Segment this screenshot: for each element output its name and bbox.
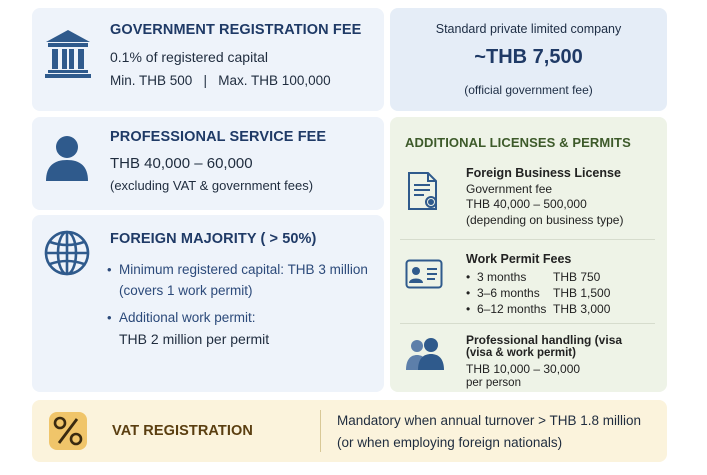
vat-line2: (or when employing foreign nationals)	[337, 435, 563, 450]
handling-subtitle: (visa & work permit)	[466, 347, 576, 359]
foreign-majority-title: FOREIGN MAJORITY ( > 50%)	[110, 231, 317, 247]
work-permit-row: •	[466, 286, 471, 300]
work-permit-fee: THB 1,500	[553, 286, 611, 300]
work-permit-row: •	[466, 270, 471, 284]
fbl-line3: (depending on business type)	[466, 213, 624, 227]
vat-title: VAT REGISTRATION	[112, 423, 253, 439]
gov-fee-title: GOVERNMENT REGISTRATION FEE	[110, 22, 362, 38]
handling-title: Professional handling (visa	[466, 333, 623, 347]
handling-amount: THB 10,000 – 30,000	[466, 362, 581, 376]
bullet-dot: •	[107, 310, 112, 325]
work-permit-period: 3 months	[477, 270, 527, 284]
foreign-capital-line2: (covers 1 work permit)	[119, 283, 253, 298]
foreign-permit-line1: Additional work permit:	[119, 310, 256, 325]
government-building-icon	[44, 28, 92, 83]
globe-icon	[43, 229, 91, 282]
standard-company-amount: ~THB 7,500	[474, 46, 583, 68]
bullet-dot: •	[107, 262, 112, 277]
work-permit-fee: THB 750	[553, 270, 601, 284]
id-card-icon	[405, 259, 443, 294]
percent-icon	[48, 411, 88, 456]
fbl-line2: THB 40,000 – 500,000	[466, 197, 587, 211]
fbl-title: Foreign Business License	[466, 166, 621, 180]
work-permit-title: Work Permit Fees	[466, 252, 572, 266]
fbl-line1: Government fee	[466, 182, 553, 196]
people-icon	[405, 337, 445, 376]
standard-company-label: Standard private limited company	[435, 22, 622, 36]
person-icon	[44, 134, 90, 187]
work-permit-fee: THB 3,000	[553, 302, 611, 316]
vat-line1: Mandatory when annual turnover > THB 1.8 million	[337, 413, 642, 428]
document-certificate-icon	[406, 171, 440, 216]
professional-fee-amount: THB 40,000 – 60,000	[110, 155, 253, 172]
work-permit-row: •	[466, 302, 471, 316]
vat-divider	[320, 410, 321, 452]
gov-fee-range: Min. THB 500 | Max. THB 100,000	[110, 73, 331, 88]
work-permit-period: 6–12 months	[477, 302, 547, 316]
licenses-divider	[400, 239, 655, 240]
professional-fee-title: PROFESSIONAL SERVICE FEE	[110, 129, 327, 145]
foreign-permit-line2: THB 2 million per permit	[119, 331, 270, 347]
work-permit-period: 3–6 months	[477, 286, 540, 300]
handling-unit: per person	[466, 377, 521, 389]
licenses-divider	[400, 323, 655, 324]
standard-company-note: (official government fee)	[464, 83, 593, 97]
foreign-capital-line1: Minimum registered capital: THB 3 million	[119, 262, 368, 277]
gov-fee-rate: 0.1% of registered capital	[110, 49, 268, 65]
licenses-title: ADDITIONAL LICENSES & PERMITS	[405, 135, 631, 150]
professional-fee-note: (excluding VAT & government fees)	[110, 178, 314, 193]
